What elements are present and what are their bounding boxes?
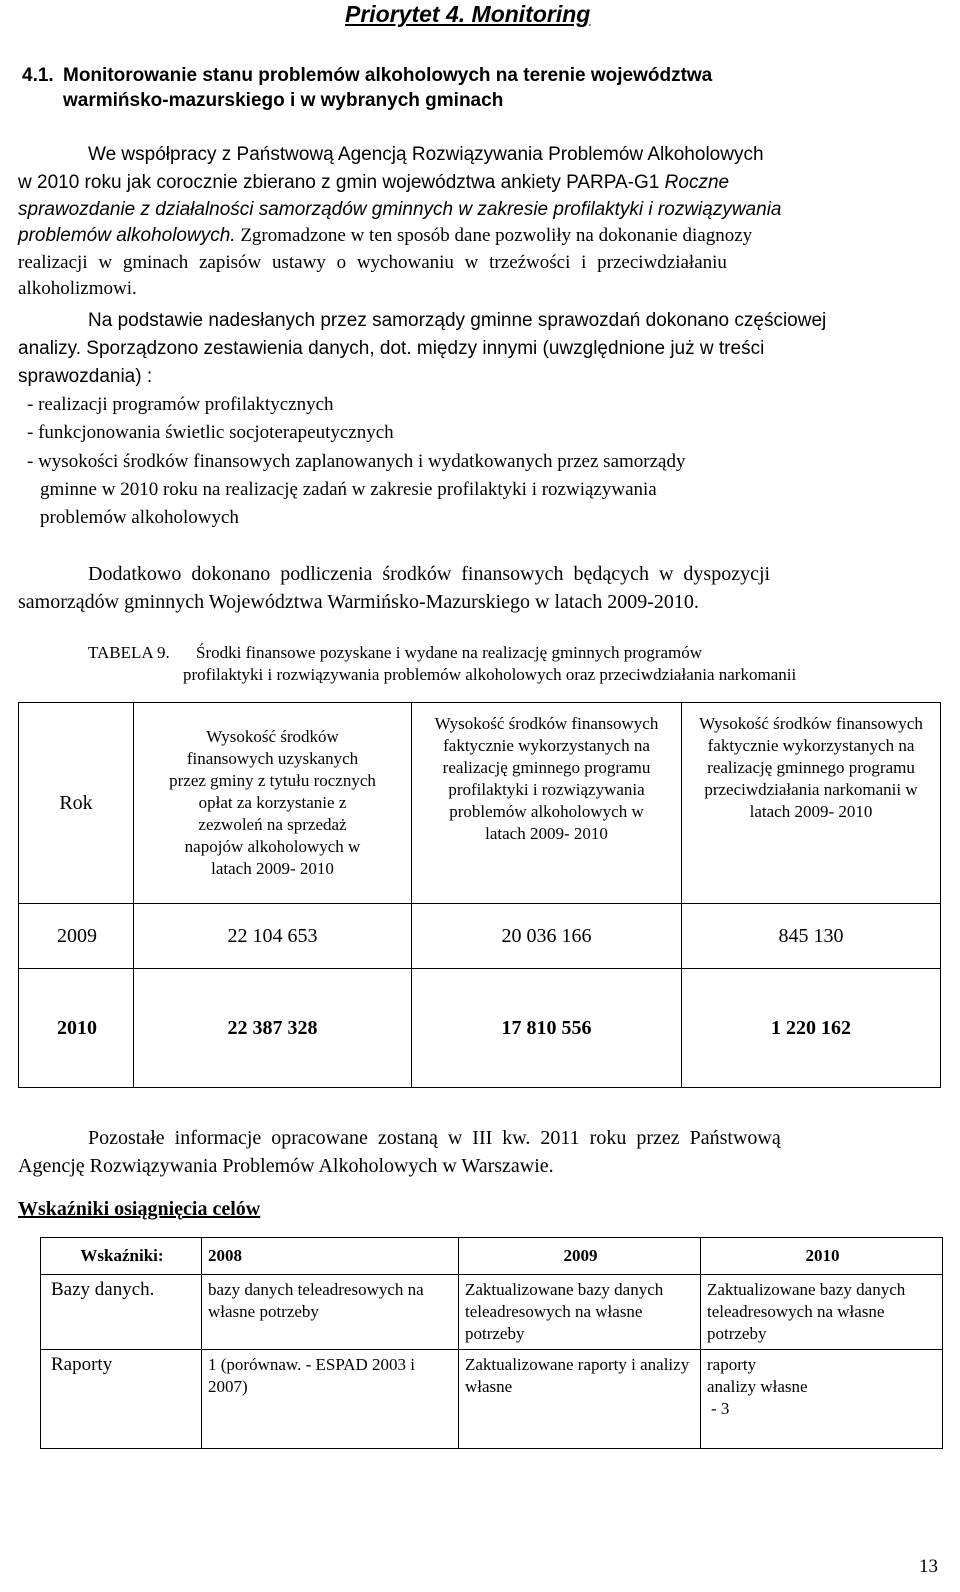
- cell-value: 17 810 556: [412, 969, 682, 1088]
- bullet-item: - realizacji programów profilaktycznych: [27, 394, 334, 415]
- table-row: [41, 1350, 943, 1449]
- para4-line1: Pozostałe informacje opracowane zostaną w III kw. 2011 roku przez Państwową: [88, 1127, 781, 1149]
- cell-value: 845 130: [682, 904, 941, 969]
- para1-line2: w 2010 roku jak corocznie zbierano z gmin województwa ankiety PARPA-G1 Roczne: [18, 172, 730, 193]
- table-row: [19, 969, 941, 1088]
- cell-2010: Zaktualizowane bazy danych teleadresowych na własne potrzeby: [701, 1275, 943, 1350]
- section-heading-line2: warmińsko-mazurskiego i w wybranych gminach: [63, 90, 504, 111]
- page-number: 13: [919, 1556, 938, 1577]
- cell-2010: [701, 1350, 943, 1449]
- cell-value: 1 220 162: [682, 969, 941, 1088]
- bullet-item: - wysokości środków finansowych zaplanowanych i wydatkowanych przez samorządy: [27, 451, 686, 472]
- indicators-heading: Wskaźniki osiągnięcia celów: [18, 1198, 261, 1220]
- column-header-rok: Rok: [19, 703, 134, 904]
- para2-line1: Na podstawie nadesłanych przez samorządy gminne sprawozdań dokonano częściowej: [88, 310, 827, 331]
- column-header-drug-spending: Wysokość środków finansowych faktycznie wykorzystanych na realizację gminnego programu przeciwdziałania narkomanii w latach 2009- 2010: [682, 703, 941, 904]
- column-header-2008: 2008: [202, 1238, 459, 1275]
- para1-line4: problemów alkoholowych. Zgromadzone w ten sposób dane pozwoliły na dokonanie diagnozy: [18, 225, 753, 246]
- section-number: 4.1.: [22, 65, 54, 86]
- cell-2009: Zaktualizowane raporty i analizy własne: [459, 1350, 701, 1449]
- cell-value: 22 387 328: [134, 969, 412, 1088]
- column-header-income: Wysokość środków finansowych uzyskanych przez gminy z tytułu rocznych opłat za korzystanie z zezwoleń na sprzedaż napojów alkoholowych w latach 2009- 2010: [134, 703, 412, 904]
- column-header-label: Wskaźniki:: [41, 1238, 202, 1275]
- indicators-table: [40, 1237, 943, 1449]
- cell-year: 2010: [19, 969, 134, 1088]
- para1-line3: sprawozdanie z działalności samorządów gminnych w zakresie profilaktyki i rozwiązywania: [18, 199, 782, 220]
- page-title: Priorytet 4. Monitoring: [345, 1, 591, 27]
- cell-line: analizy własne: [707, 1377, 808, 1396]
- para2-line2: analizy. Sporządzono zestawienia danych, dot. między innymi (uwzględnione już w treści: [18, 338, 765, 359]
- para3-line1: Dodatkowo dokonano podliczenia środków finansowych będących w dyspozycji: [88, 563, 771, 585]
- row-label: Bazy danych.: [41, 1275, 202, 1350]
- cell-year: 2009: [19, 904, 134, 969]
- column-header-2010: 2010: [701, 1238, 943, 1275]
- table9: [18, 702, 941, 1088]
- cell-line: - 3: [711, 1399, 730, 1418]
- table-header-row: [41, 1238, 943, 1275]
- para1-line5: realizacji w gminach zapisów ustawy o wychowaniu w trzeźwości i przeciwdziałaniu: [18, 252, 727, 273]
- para4-line2: Agencję Rozwiązywania Problemów Alkoholowych w Warszawie.: [18, 1155, 554, 1177]
- cell-2009: Zaktualizowane bazy danych teleadresowych na własne potrzeby: [459, 1275, 701, 1350]
- para1-line6: alkoholizmowi.: [18, 278, 137, 299]
- bullet-item-continuation: problemów alkoholowych: [40, 507, 239, 528]
- table-row: [41, 1275, 943, 1350]
- section-heading-line1: Monitorowanie stanu problemów alkoholowych na terenie województwa: [63, 65, 713, 86]
- para2-line3: sprawozdania) :: [18, 366, 153, 387]
- cell-2008: bazy danych teleadresowych na własne potrzeby: [202, 1275, 459, 1350]
- table-header-row: [19, 703, 941, 904]
- bullet-item: - funkcjonowania świetlic socjoterapeutycznych: [27, 422, 394, 443]
- row-label: Raporty: [41, 1350, 202, 1449]
- table-row: [19, 904, 941, 969]
- cell-value: 20 036 166: [412, 904, 682, 969]
- cell-2008: 1 (porównaw. - ESPAD 2003 i 2007): [202, 1350, 459, 1449]
- column-header-alcohol-spending: Wysokość środków finansowych faktycznie wykorzystanych na realizację gminnego programu profilaktyki i rozwiązywania problemów alkoholowych w latach 2009- 2010: [412, 703, 682, 904]
- table9-caption-line2: profilaktyki i rozwiązywania problemów alkoholowych oraz przeciwdziałania narkomanii: [183, 665, 797, 684]
- para1-line1: We współpracy z Państwową Agencją Rozwiązywania Problemów Alkoholowych: [88, 144, 764, 165]
- table9-caption-label: TABELA 9.: [88, 643, 170, 662]
- para3-line2: samorządów gminnych Województwa Warmińsko-Mazurskiego w latach 2009-2010.: [18, 591, 699, 613]
- cell-value: 22 104 653: [134, 904, 412, 969]
- table9-caption-line1: Środki finansowe pozyskane i wydane na realizację gminnych programów: [196, 643, 703, 662]
- column-header-2009: 2009: [459, 1238, 701, 1275]
- bullet-item-continuation: gminne w 2010 roku na realizację zadań w zakresie profilaktyki i rozwiązywania: [40, 479, 657, 500]
- cell-line: raporty: [707, 1355, 757, 1374]
